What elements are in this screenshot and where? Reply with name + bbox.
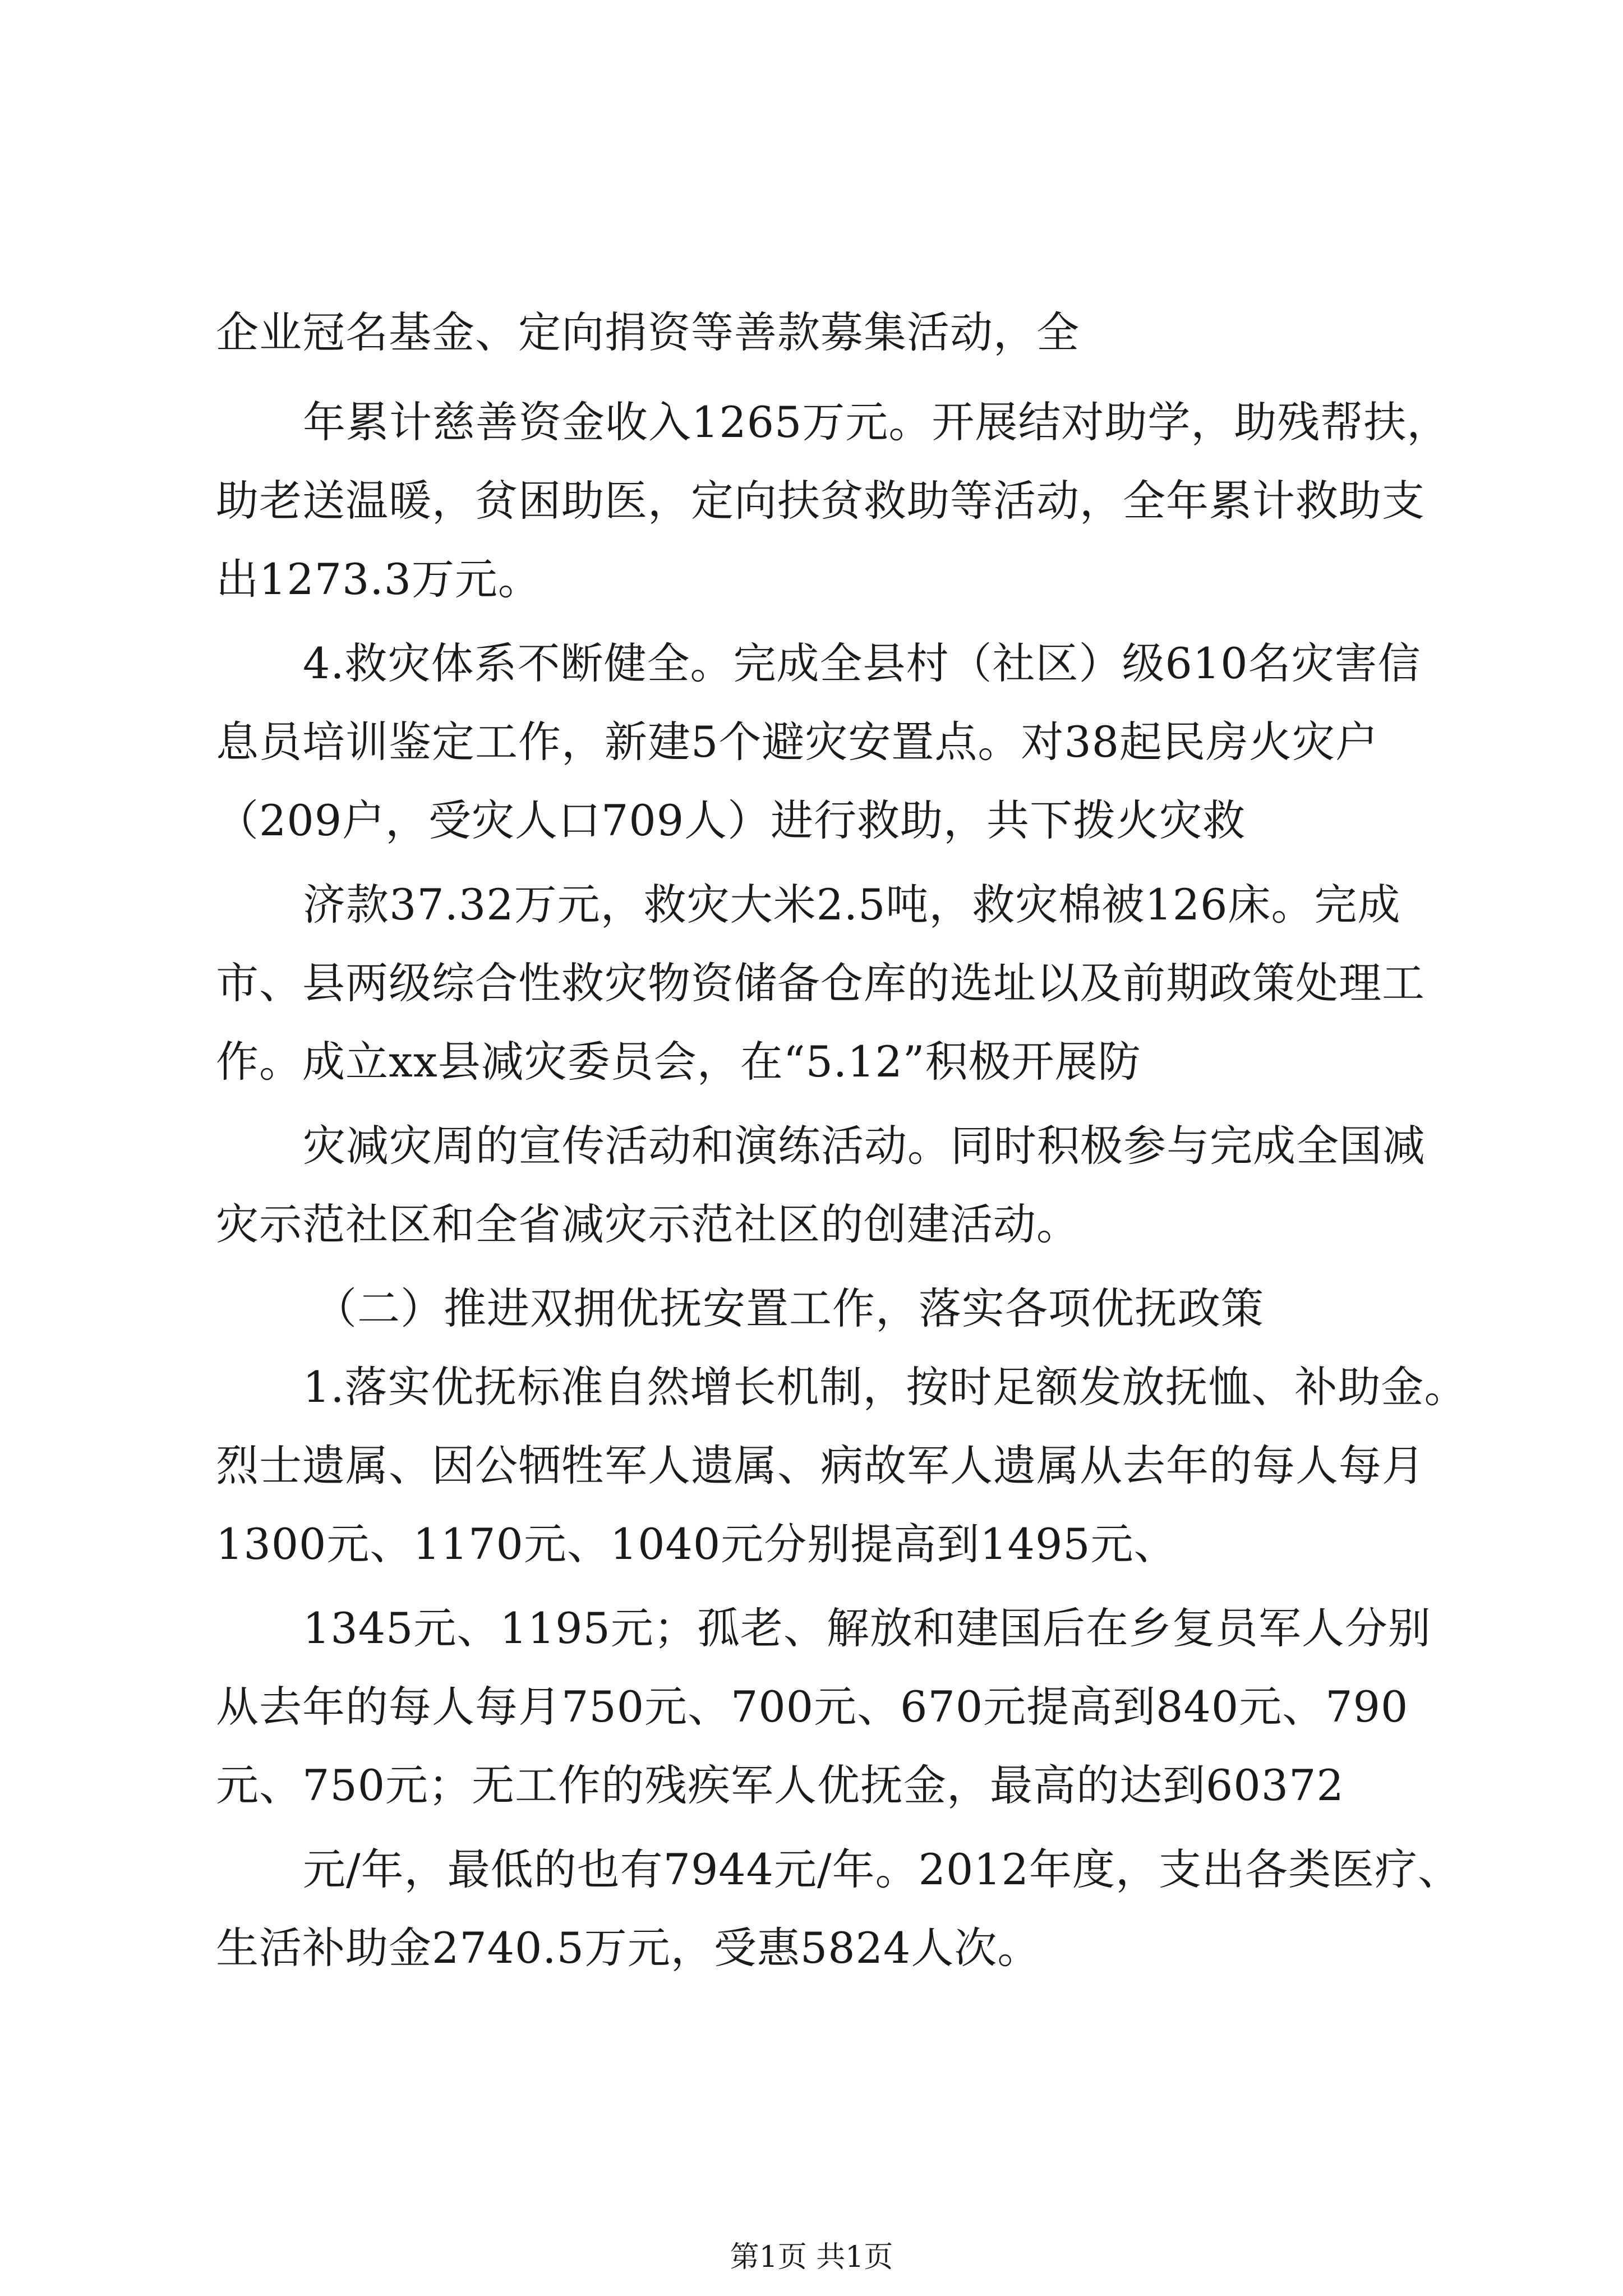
section-heading: （二）推进双拥优抚安置工作，落实各项优抚政策 bbox=[314, 1283, 1264, 1333]
text-line-18: 从去年的每人每月750元、700元、670元提高到840元、790 bbox=[216, 1682, 1409, 1732]
text-line-2: 年累计慈善资金收入1265万元。开展结对助学，助残帮扶， bbox=[303, 397, 1450, 447]
text-line-12: 灾示范社区和全省减灾示范社区的创建活动。 bbox=[216, 1199, 1080, 1249]
text-line-3: 助老送温暖，贫困助医，定向扶贫救助等活动，全年累计救助支 bbox=[216, 476, 1425, 526]
text-line-21: 生活补助金2740.5万元，受惠5824人次。 bbox=[216, 1923, 1041, 1973]
text-line-16: 1300元、1170元、1040元分别提高到1495元、 bbox=[216, 1519, 1177, 1569]
text-line-17: 1345元、1195元；孤老、解放和建国后在乡复员军人分别 bbox=[303, 1603, 1431, 1653]
text-line-9: 市、县两级综合性救灾物资储备仓库的选址以及前期政策处理工 bbox=[216, 958, 1425, 1008]
text-line-4: 出1273.3万元。 bbox=[216, 554, 541, 604]
text-line-5: 4.救灾体系不断健全。完成全县村（社区）级610名灾害信 bbox=[303, 638, 1421, 688]
text-line-6: 息员培训鉴定工作，新建5个避灾安置点。对38起民房火灾户 bbox=[216, 717, 1379, 767]
text-line-20: 元/年，最低的也有7944元/年。2012年度，支出各类医疗、 bbox=[303, 1844, 1461, 1894]
page-footer: 第1页 共1页 bbox=[730, 2240, 893, 2274]
text-line-7: （209户，受灾人口709人）进行救助，共下拨火灾救 bbox=[216, 795, 1246, 845]
text-line-11: 灾减灾周的宣传活动和演练活动。同时积极参与完成全国减 bbox=[303, 1121, 1426, 1171]
text-line-14: 1.落实优抚标准自然增长机制，按时足额发放抚恤、补助金。 bbox=[303, 1362, 1468, 1412]
text-line-15: 烈士遗属、因公牺牲军人遗属、病故军人遗属从去年的每人每月 bbox=[216, 1441, 1425, 1490]
text-line-19: 元、750元；无工作的残疾军人优抚金，最高的达到60372 bbox=[216, 1760, 1344, 1810]
text-line-10: 作。成立xx县减灾委员会，在“5.12”积极开展防 bbox=[216, 1037, 1141, 1087]
text-line-1: 企业冠名基金、定向捐资等善款募集活动，全 bbox=[216, 307, 1080, 357]
text-line-8: 济款37.32万元，救灾大米2.5吨，救灾棉被126床。完成 bbox=[303, 880, 1401, 930]
